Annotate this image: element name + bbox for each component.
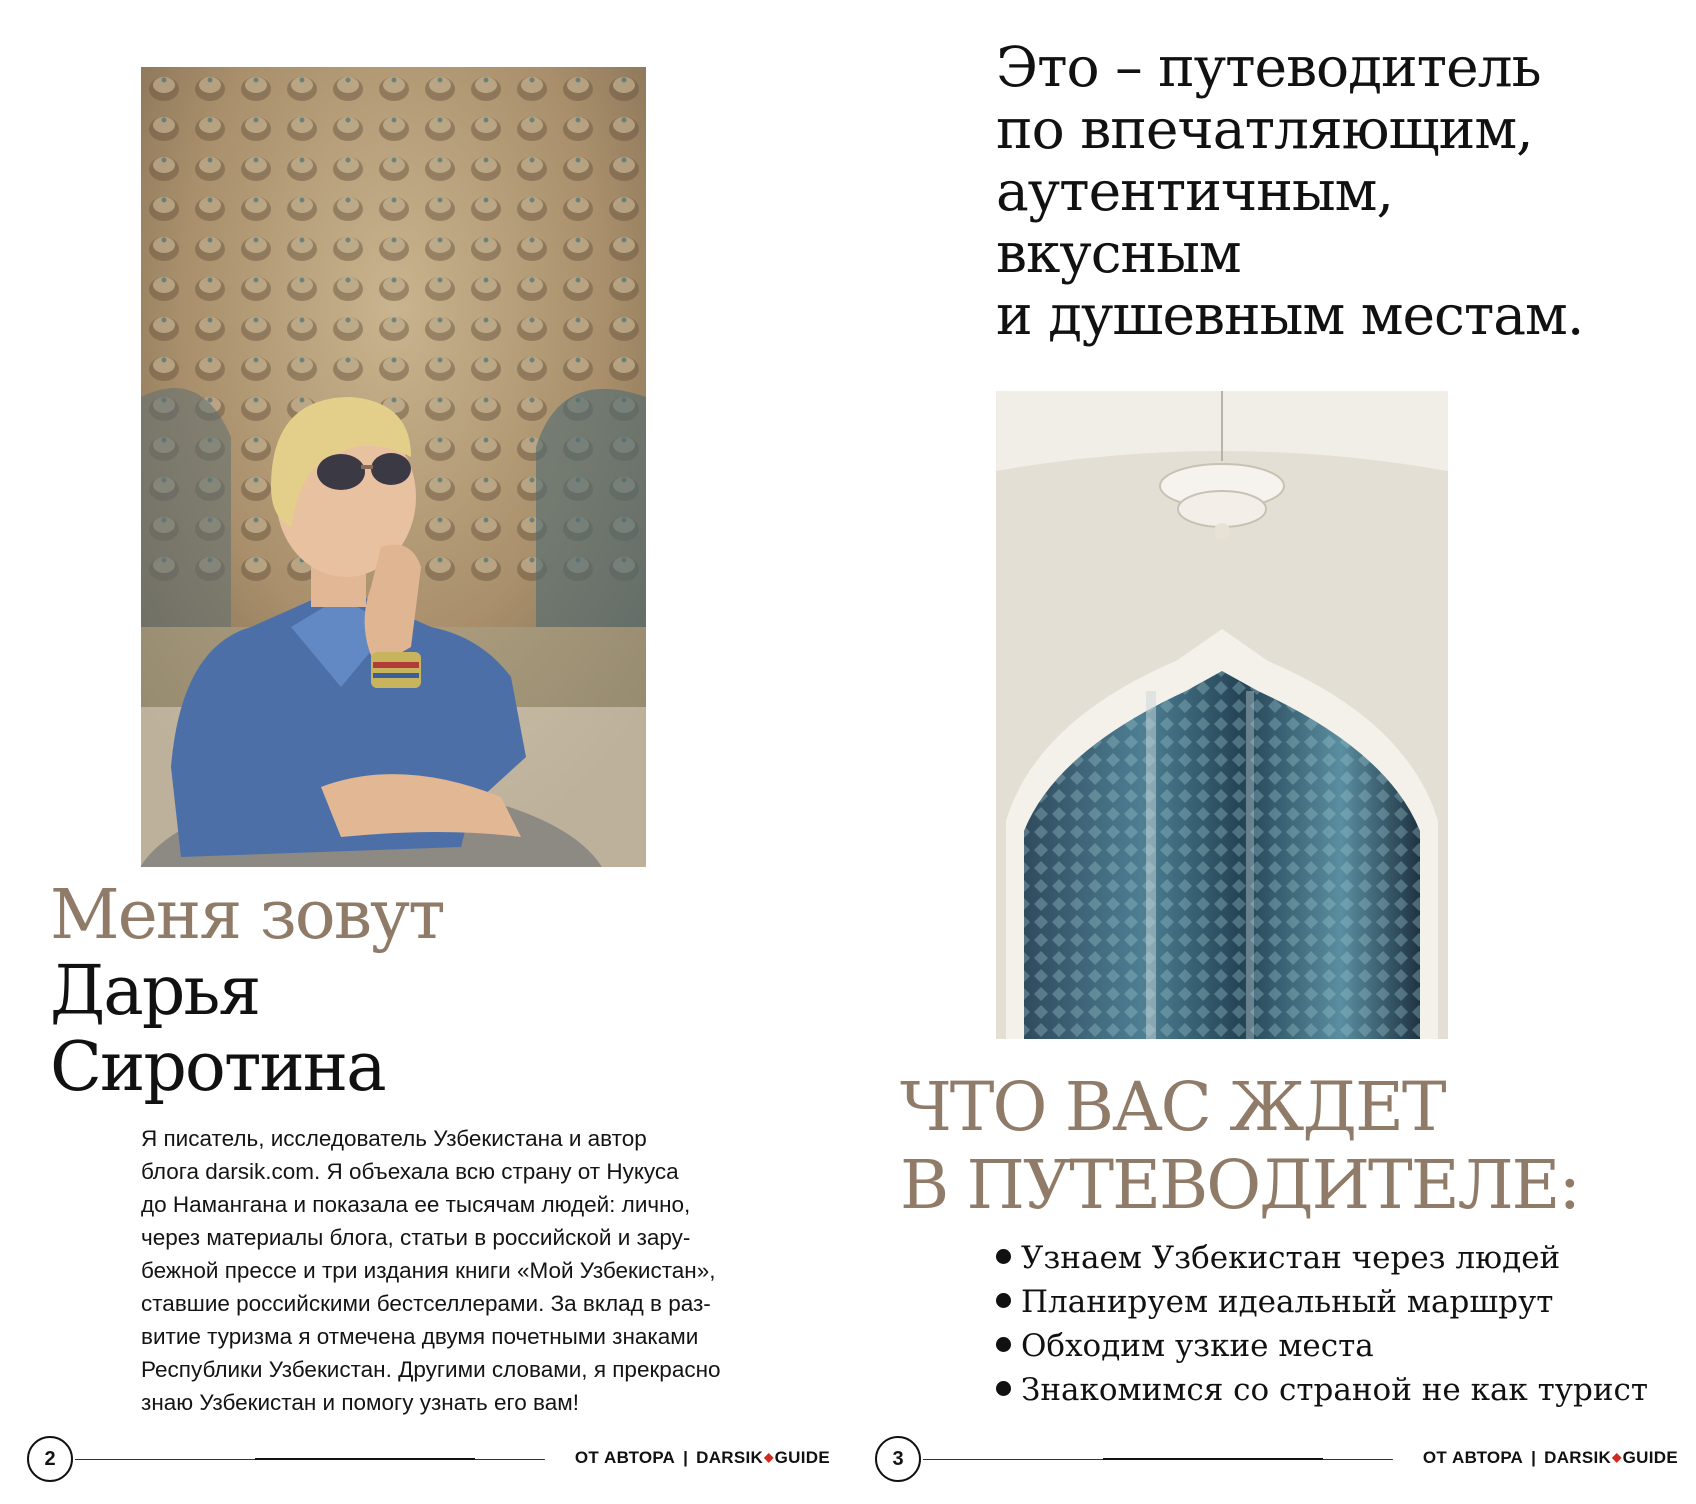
list-item: [996, 1236, 1648, 1280]
star-icon: ◆: [1612, 1450, 1622, 1464]
running-footer-label: [575, 1448, 830, 1468]
footer-separator: |: [1531, 1448, 1537, 1467]
page-number: 3: [875, 1436, 921, 1482]
arch-photo: [996, 391, 1448, 1039]
footer-separator: |: [683, 1448, 689, 1467]
section-name: ОТ АВТОРА: [574, 1448, 676, 1467]
contents-heading-line: ЧТО ВАС ЖДЕТ: [900, 1068, 1445, 1146]
contents-heading-line: В ПУТЕВОДИТЕЛЕ:: [900, 1146, 1580, 1224]
right-page: [848, 0, 1696, 1504]
intro-line: аутентичным,: [996, 159, 1393, 223]
running-footer-label: [1423, 1448, 1678, 1468]
list-item: [996, 1280, 1648, 1324]
author-name-heading: [50, 878, 444, 1106]
intro-line: Это – путеводитель: [996, 35, 1541, 99]
guide-intro-heading: [996, 36, 1686, 346]
guide-contents-list: [996, 1236, 1648, 1412]
author-bio-paragraph: Я писатель, исследователь Узбекистана и автор блога darsik.com. Я объехала всю страну от Нукуса до Намангана и показала ее тысячам людей: лично, через материалы блога, статьи в российской и зару- бежной прессе и три издания книги «Мой Узбекистан», ставшие российскими бестселлерами. За вклад в раз- витие туризма я отмечена двумя почетными знаками Республики Узбекистан. Другими словами, я прекрасно знаю Узбекистан и помогу узнать его вам!: [141, 1126, 721, 1415]
brand-name: DARSIK: [1544, 1448, 1612, 1467]
list-item: [996, 1368, 1648, 1412]
list-item-text: Знакомимся со страной не как турист: [1021, 1372, 1649, 1408]
bullet-icon: [996, 1381, 1011, 1396]
brand-name: DARSIK: [696, 1448, 764, 1467]
bullet-icon: [996, 1249, 1011, 1264]
author-portrait-photo: [141, 67, 646, 867]
star-icon: ◆: [764, 1450, 774, 1464]
list-item-text: Планируем идеальный маршрут: [1021, 1284, 1554, 1320]
footer-divider: [75, 1459, 545, 1460]
intro-line: по впечатляющим,: [996, 97, 1533, 161]
author-first-name: Дарья: [50, 952, 260, 1031]
list-item-text: Узнаем Узбекистан через людей: [1021, 1240, 1561, 1276]
page-footer: [848, 1436, 1696, 1488]
guide-contents-heading: [900, 1068, 1579, 1224]
intro-line: и душевным местам.: [996, 283, 1584, 347]
brand-suffix: GUIDE: [1622, 1448, 1678, 1467]
heading-intro: Меня зовут: [50, 876, 444, 955]
section-name: ОТ АВТОРА: [1422, 1448, 1524, 1467]
bullet-icon: [996, 1293, 1011, 1308]
list-item: [996, 1324, 1648, 1368]
list-item-text: Обходим узкие места: [1021, 1328, 1374, 1364]
intro-line: вкусным: [996, 221, 1241, 285]
bullet-icon: [996, 1337, 1011, 1352]
page-footer: [0, 1436, 848, 1488]
brand-suffix: GUIDE: [774, 1448, 830, 1467]
author-last-name: Сиротина: [50, 1028, 385, 1107]
footer-divider: [923, 1459, 1393, 1460]
page-number: 2: [27, 1436, 73, 1482]
